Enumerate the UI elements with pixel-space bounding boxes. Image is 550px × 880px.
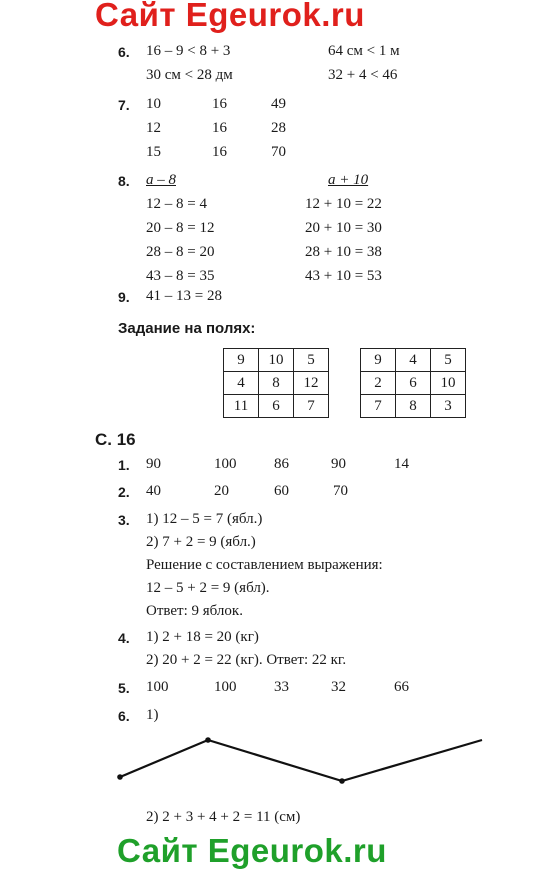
grid-cell: 10 [431,372,466,395]
ex7-cell: 49 [271,96,286,112]
ex7-cell: 70 [271,144,286,160]
ex8-right-line: 43 + 10 = 53 [305,268,382,284]
ex7-number: 7. [118,97,130,113]
grid-cell: 11 [224,395,259,418]
s1-val: 90 [146,456,161,472]
ex7-cell: 10 [146,96,161,112]
ex9-number: 9. [118,289,130,305]
s1-val: 14 [394,456,409,472]
ex8-left-line: 43 – 8 = 35 [146,268,215,284]
s2-val: 60 [274,483,289,499]
s3-line: Решение с составлением выражения: [146,557,383,573]
ex8-right-line: 12 + 10 = 22 [305,196,382,212]
s4-line: 2) 20 + 2 = 22 (кг). Ответ: 22 кг. [146,652,347,668]
s4-line: 1) 2 + 18 = 20 (кг) [146,629,259,645]
ex8-header-right: a + 10 [328,172,369,188]
s6-line: 1) [146,707,159,723]
s5-val: 100 [214,679,237,695]
ex6-c: 30 см < 28 дм [146,67,233,83]
ex8-right-line: 20 + 10 = 30 [305,220,382,236]
margins-title: Задание на полях: [118,320,256,337]
ex9-text: 41 – 13 = 28 [146,288,222,304]
s2-val: 20 [214,483,229,499]
s6-number: 6. [118,708,130,724]
ex8-header-left: a – 8 [146,172,176,188]
s4-number: 4. [118,630,130,646]
s3-line: 12 – 5 + 2 = 9 (ябл). [146,580,270,596]
ex7-cell: 16 [212,120,227,136]
watermark-top: Сайт Egeurok.ru [95,0,365,33]
grid-cell: 9 [361,349,396,372]
grid-cell: 8 [259,372,294,395]
s2-val: 70 [333,483,348,499]
grid-cell: 7 [294,395,329,418]
grid-cell: 4 [224,372,259,395]
ex7-cell: 12 [146,120,161,136]
s3-number: 3. [118,512,130,528]
line-vertex [205,737,211,743]
grid-cell: 3 [431,395,466,418]
ex8-right-line: 28 + 10 = 38 [305,244,382,260]
grid-cell: 6 [396,372,431,395]
s1-val: 100 [214,456,237,472]
s2-val: 40 [146,483,161,499]
ex7-cell: 28 [271,120,286,136]
s1-val: 86 [274,456,289,472]
ex6-a: 16 – 9 < 8 + 3 [146,43,231,59]
ex8-number: 8. [118,173,130,189]
s3-line: 2) 7 + 2 = 9 (ябл.) [146,534,256,550]
grid-cell: 4 [396,349,431,372]
s1-number: 1. [118,457,130,473]
grid-cell: 2 [361,372,396,395]
ex8-left-line: 28 – 8 = 20 [146,244,215,260]
grid-cell: 5 [431,349,466,372]
s3-line: 1) 12 – 5 = 7 (ябл.) [146,511,263,527]
s5-val: 33 [274,679,289,695]
ex7-cell: 16 [212,96,227,112]
s5-val: 100 [146,679,169,695]
ex6-number: 6. [118,44,130,60]
s2-number: 2. [118,484,130,500]
s5-val: 32 [331,679,346,695]
watermark-bottom: Сайт Egeurok.ru [117,832,387,869]
ex6-b: 64 см < 1 м [328,43,400,59]
broken-line [120,740,482,781]
s1-val: 90 [331,456,346,472]
section-title: С. 16 [95,430,136,449]
grid-cell: 10 [259,349,294,372]
s5-number: 5. [118,680,130,696]
grid-cell: 8 [396,395,431,418]
grid-cell: 7 [361,395,396,418]
grid-cell: 12 [294,372,329,395]
ex7-cell: 16 [212,144,227,160]
grid-cell: 5 [294,349,329,372]
ex8-left-line: 12 – 8 = 4 [146,196,207,212]
grid-cell: 9 [224,349,259,372]
ex8-left-line: 20 – 8 = 12 [146,220,215,236]
s6-line: 2) 2 + 3 + 4 + 2 = 11 (см) [146,809,301,825]
line-vertex [117,774,123,780]
ex7-cell: 15 [146,144,161,160]
line-vertex [339,778,345,784]
s5-val: 66 [394,679,409,695]
s3-line: Ответ: 9 яблок. [146,603,243,619]
ex6-d: 32 + 4 < 46 [328,67,398,83]
grid-cell: 6 [259,395,294,418]
